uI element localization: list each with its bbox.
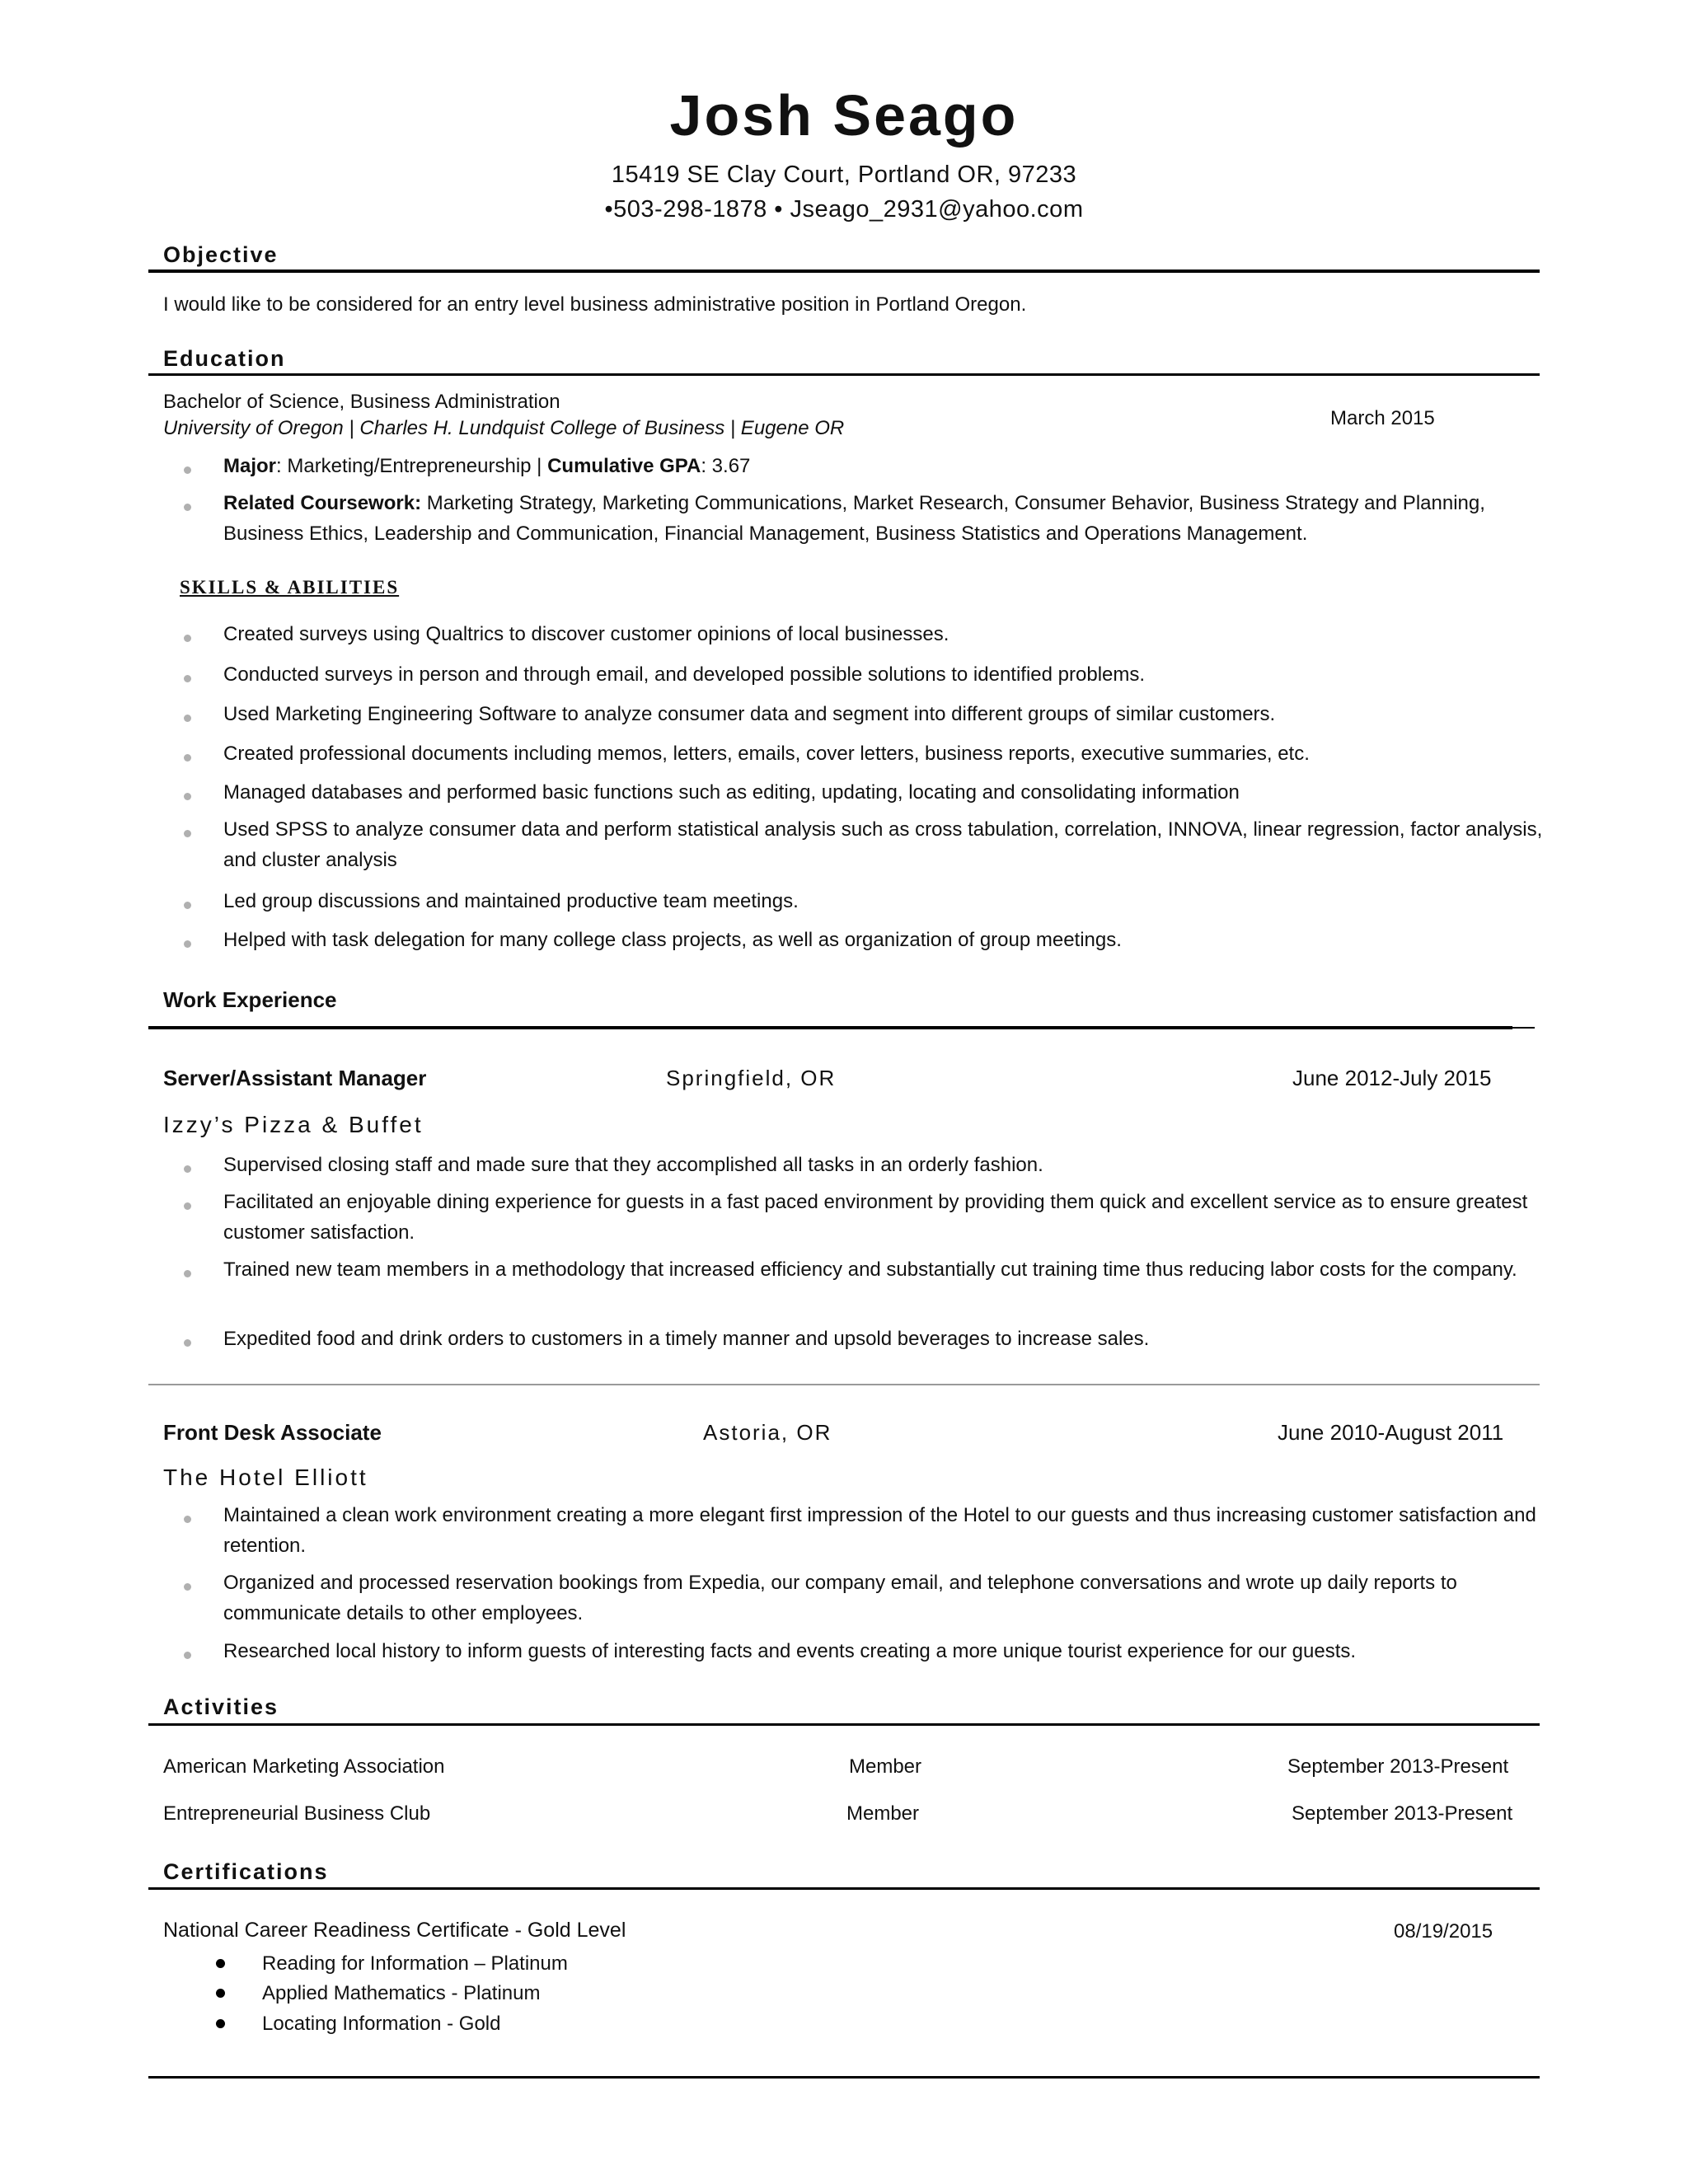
list-item: Applied Mathematics - Platinum [262,1982,541,2004]
list-item: Maintained a clean work environment creating a more elegant first impression of the Hotel to our guests and thus increasing customer satisfaction and retention. [223,1504,1536,1557]
certifications-rule [148,1887,1540,1890]
bullet-icon [184,1652,191,1659]
employer-name: Izzy’s Pizza & Buffet [163,1112,424,1137]
major-line: Major: Marketing/Entrepreneurship | Cumulative GPA: 3.67 [223,455,751,477]
activity-dates: September 2013-Present [1292,1802,1513,1825]
work-rule [148,1026,1512,1029]
job-location: Springfield, OR [666,1066,837,1090]
certification-date: 08/19/2015 [1394,1920,1493,1943]
activities-heading: Activities [163,1694,279,1719]
contact-line: •503-298-1878 • Jseago_2931@yahoo.com [604,196,1084,223]
activity-dates: September 2013-Present [1287,1755,1509,1778]
bullet-icon [184,793,191,800]
work-heading: Work Experience [163,987,337,1012]
bullet-icon [184,754,191,762]
activity-role: Member [849,1755,922,1778]
education-heading: Education [163,346,286,371]
bullet-icon [184,504,191,511]
list-item: Facilitated an enjoyable dining experience for guests in a fast paced environment by providing them quick and excellent service as to ensure greatest customer satisfaction. [223,1191,1528,1244]
list-item: Locating Information - Gold [262,2013,501,2035]
candidate-name: Josh Seago [669,83,1019,148]
activity-name: Entrepreneurial Business Club [163,1802,431,1825]
bullet-icon [184,1270,191,1277]
list-item: Used SPSS to analyze consumer data and perform statistical analysis such as cross tabulation, correlation, INNOVA, linear regression, factor analysis, and cluster analysis [223,818,1543,871]
degree: Bachelor of Science, Business Administration [163,391,560,413]
address: 15419 SE Clay Court, Portland OR, 97233 [611,162,1077,188]
list-item: Created surveys using Qualtrics to discover customer opinions of local businesses. [223,623,950,645]
bullet-icon [216,2019,225,2028]
bullet-icon [216,1989,225,1998]
objective-rule [148,269,1540,273]
bullet-icon [184,1583,191,1591]
list-item: Organized and processed reservation bookings from Expedia, our company email, and telephone conversations and wrote up daily reports to communicate details to other employees. [223,1572,1457,1624]
job-title: Front Desk Associate [163,1420,382,1445]
job-title: Server/Assistant Manager [163,1066,427,1090]
certification-title: National Career Readiness Certificate - Gold Level [163,1919,626,1942]
bullet-icon [184,1202,191,1210]
coursework-line: Related Coursework: Marketing Strategy, Marketing Communications, Market Research, Consumer Behavior, Business Strategy and Planning, Business Ethics, Leadership and Communication, Financial Management, Business Statistics and Operations Management. [223,492,1485,545]
education-date: March 2015 [1330,407,1435,429]
work-rule-tail [1510,1027,1535,1029]
bullet-icon [184,1339,191,1347]
bullet-icon [184,1165,191,1173]
bullet-icon [184,1516,191,1523]
education-rule [148,373,1540,376]
bullet-icon [184,675,191,682]
list-item: Trained new team members in a methodology that increased efficiency and substantially cut training time thus reducing labor costs for the company. [223,1258,1517,1281]
activities-rule [148,1723,1540,1726]
bullet-icon [184,830,191,837]
bullet-icon [184,635,191,642]
activity-role: Member [846,1802,920,1825]
bullet-icon [184,940,191,948]
job-dates: June 2012-July 2015 [1292,1066,1492,1090]
job-location: Astoria, OR [703,1420,832,1445]
job-dates: June 2010-August 2011 [1278,1420,1504,1445]
objective-heading: Objective [163,242,279,267]
skills-heading: SKILLS & ABILITIES [180,577,400,598]
job-divider [148,1384,1540,1385]
bullet-icon [184,466,191,474]
list-item: Used Marketing Engineering Software to analyze consumer data and segment into different groups of similar customers. [223,703,1276,725]
list-item: Created professional documents including memos, letters, emails, cover letters, business reports, executive summaries, etc. [223,743,1310,765]
list-item: Conducted surveys in person and through email, and developed possible solutions to identified problems. [223,663,1146,686]
list-item: Helped with task delegation for many college class projects, as well as organization of group meetings. [223,929,1122,951]
employer-name: The Hotel Elliott [163,1465,368,1490]
bottom-rule [148,2076,1540,2079]
list-item: Managed databases and performed basic functions such as editing, updating, locating and consolidating information [223,781,1240,804]
bullet-icon [184,902,191,909]
bullet-icon [184,715,191,722]
activity-name: American Marketing Association [163,1755,445,1778]
certifications-heading: Certifications [163,1859,329,1884]
list-item: Led group discussions and maintained productive team meetings. [223,890,799,912]
objective-text: I would like to be considered for an entry level business administrative position in Portland Oregon. [163,293,1027,316]
list-item: Expedited food and drink orders to customers in a timely manner and upsold beverages to increase sales. [223,1328,1150,1350]
list-item: Reading for Information – Platinum [262,1952,568,1975]
list-item: Researched local history to inform guests of interesting facts and events creating a more unique tourist experience for our guests. [223,1640,1357,1662]
school: University of Oregon | Charles H. Lundquist College of Business | Eugene OR [163,417,845,439]
bullet-icon [216,1959,225,1968]
list-item: Supervised closing staff and made sure that they accomplished all tasks in an orderly fashion. [223,1154,1043,1176]
